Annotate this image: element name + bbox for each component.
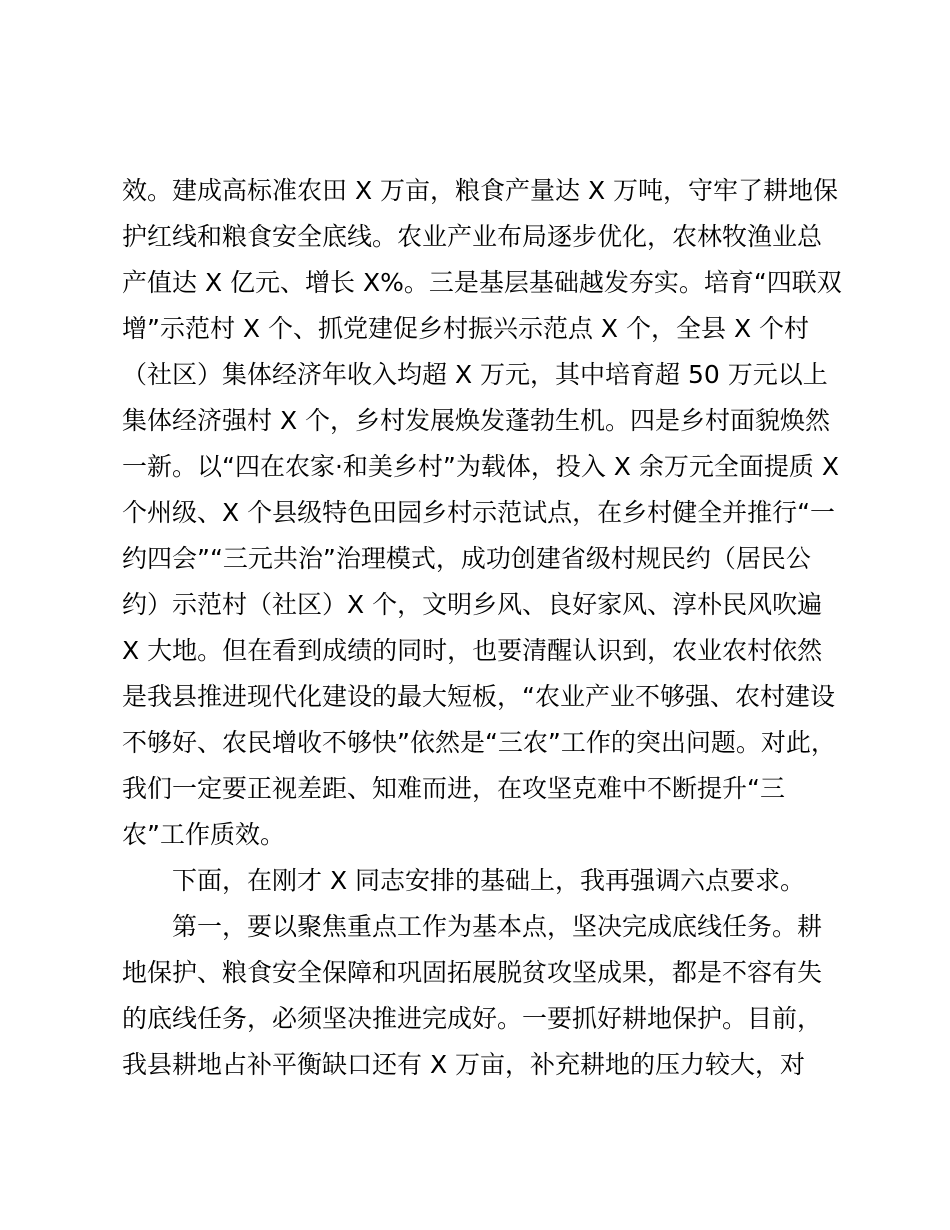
- text-line: 增”示范村 X 个、抓党建促乡村振兴示范点 X 个，全县 X 个村: [122, 314, 810, 343]
- text-line: X 大地。但在看到成绩的同时，也要清醒认识到，农业农村依然: [122, 636, 823, 665]
- paragraph-first-line: 下面，在刚才 X 同志安排的基础上，我再强调六点要求。: [172, 866, 806, 895]
- text-line: 约）示范村（社区）X 个，文明乡风、良好家风、淳朴民风吹遍: [122, 590, 823, 619]
- text-line: 地保护、粮食安全保障和巩固拓展脱贫攻坚成果，都是不容有失: [122, 958, 823, 987]
- text-line: 我们一定要正视差距、知难而进，在攻坚克难中不断提升“三: [122, 774, 785, 803]
- paragraph-first-line: 第一，要以聚焦重点工作为基本点，坚决完成底线任务。耕: [172, 912, 823, 941]
- text-line: （社区）集体经济年收入均超 X 万元，其中培育超 50 万元以上: [122, 360, 828, 389]
- text-line: 一新。以“四在农家·和美乡村”为载体，投入 X 余万元全面提质 X: [122, 452, 839, 481]
- text-line: 的底线任务，必须坚决推进完成好。一要抓好耕地保护。目前，: [122, 1004, 823, 1033]
- body-text: [122, 168, 842, 1088]
- text-line: 我县耕地占补平衡缺口还有 X 万亩，补充耕地的压力较大，对: [122, 1050, 806, 1079]
- text-line: 产值达 X 亿元、增长 X%。三是基层基础越发夯实。培育“四联双: [122, 268, 842, 297]
- text-line: 个州级、X 个县级特色田园乡村示范试点，在乡村健全并推行“一: [122, 498, 836, 527]
- text-line: 约四会”“三元共治”治理模式，成功创建省级村规民约（居民公: [122, 544, 811, 573]
- text-line: 不够好、农民增收不够快”依然是“三农”工作的突出问题。对此，: [122, 728, 836, 757]
- text-line: 集体经济强村 X 个，乡村发展焕发蓬勃生机。四是乡村面貌焕然: [122, 406, 831, 435]
- text-line: 是我县推进现代化建设的最大短板，“农业产业不够强、农村建设: [122, 682, 835, 711]
- text-line: 护红线和粮食安全底线。农业产业布局逐步优化，农林牧渔业总: [122, 222, 823, 251]
- text-line: 效。建成高标准农田 X 万亩，粮食产量达 X 万吨，守牢了耕地保: [122, 176, 839, 205]
- text-line: 农”工作质效。: [122, 820, 285, 849]
